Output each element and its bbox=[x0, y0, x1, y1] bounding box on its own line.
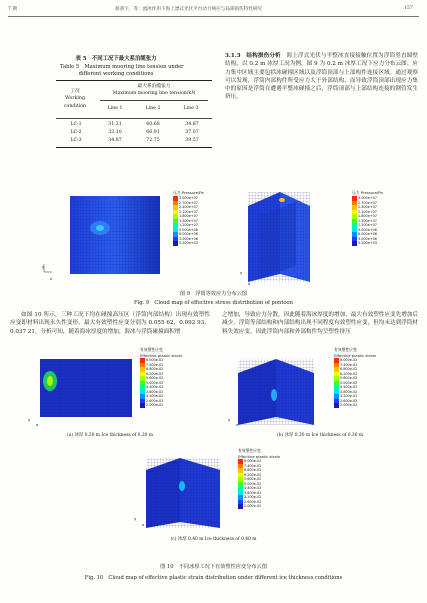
table5-col0-en-2: condition bbox=[63, 104, 87, 109]
legend-value: 5.600e-02 bbox=[244, 477, 262, 481]
svg-text:z: z bbox=[50, 276, 52, 281]
legend-entry bbox=[173, 241, 204, 246]
table5-title-cn: 表 5 不同工况下最大系泊缆张力 bbox=[75, 56, 157, 62]
figure10-caption-cn: 图 10 不同冰厚工况下有效塑性应变分布云图 bbox=[160, 564, 267, 570]
legend-value: 4.400e-02 bbox=[244, 486, 262, 490]
table5-col-line2: Line 2 bbox=[145, 106, 161, 111]
legend-value: 2.000e-02 bbox=[340, 403, 358, 407]
table5-group-rule bbox=[100, 100, 208, 101]
table5-group-cn: 最大系泊缆张力 bbox=[137, 84, 171, 89]
legend-value: 2.100e+07 bbox=[358, 209, 377, 214]
legend-value: 6.200e-02 bbox=[244, 472, 262, 477]
legend-swatch bbox=[334, 403, 339, 408]
legend-value: 9.000e+06 bbox=[179, 227, 198, 232]
legend-value: 1.500e+07 bbox=[358, 218, 377, 223]
legend-value: 3.200e+03 bbox=[358, 241, 377, 245]
legend-value: 2.600e-02 bbox=[244, 499, 262, 504]
legend-value: 7.400e-02 bbox=[244, 463, 262, 468]
figure10-sub-b: (b) 冰厚 0.30 m Ice thickness of 0.30 m bbox=[276, 433, 364, 438]
table5-body bbox=[56, 121, 212, 145]
figure10-plot-c bbox=[130, 456, 240, 528]
legend-value: 3.000e+06 bbox=[358, 236, 377, 241]
legend-value: 9.000e+06 bbox=[358, 227, 377, 232]
svg-text:x: x bbox=[248, 281, 251, 286]
header-page-number: 157 bbox=[404, 6, 413, 11]
table5-col0-en-1: Working bbox=[65, 96, 85, 101]
figure9 bbox=[30, 186, 390, 288]
table5-col-line1: Line 1 bbox=[107, 106, 123, 111]
legend-value: 2.000e-02 bbox=[146, 403, 164, 407]
legend-value: 2.100e+07 bbox=[179, 209, 198, 214]
legend-value: 1.500e+07 bbox=[179, 218, 198, 223]
legend-value: 1.200e+07 bbox=[179, 223, 198, 227]
table-row: LC-3 34.87 72.75 39.57 bbox=[70, 138, 199, 143]
legend-value: 3.200e-02 bbox=[340, 394, 358, 398]
legend-value: 1.800e+07 bbox=[358, 214, 377, 218]
figure10-sub-a: (a) 冰厚 0.20 m Ice thickness of 0.20 m bbox=[67, 433, 153, 438]
table5-title-en-1: Table 5 Maximum mooring line tension under bbox=[60, 64, 184, 70]
figure10-caption-en: Fig. 10 Cloud map of effective plastic strain distribution under different ice thickness conditions bbox=[84, 575, 343, 581]
legend-value: 3.200e+03 bbox=[179, 241, 198, 245]
legend-entry bbox=[352, 241, 383, 246]
legend-value: 2.600e-02 bbox=[146, 398, 164, 403]
legend-value: 6.200e-02 bbox=[340, 371, 358, 376]
body-left-paragraph: 如图 10 所示，三种工况下均在碰撞高压区（浮筒内部结构）出现有效塑性应变即材料出现永久性变形，最大有效塑性应变分别为 0.055 62、0.092 93、0.037 21。分析可知，随着海冰厚度的增加，海冰与浮筒碰撞面积增 bbox=[10, 312, 210, 335]
legend-value: 3.800e-02 bbox=[340, 389, 358, 394]
legend-value: 5.000e-02 bbox=[146, 380, 164, 385]
legend-value: 3.800e-02 bbox=[146, 389, 164, 394]
legend-entry bbox=[140, 403, 182, 408]
legend-entry bbox=[238, 504, 280, 509]
legend-value: 6.800e-02 bbox=[340, 367, 358, 371]
legend-value: 3.000e+07 bbox=[358, 196, 377, 200]
figure9-caption-cn: 图 9 浮筒等效应力分布云图 bbox=[179, 291, 248, 297]
legend-value: 6.200e-02 bbox=[146, 371, 164, 376]
legend-value: 2.000e-02 bbox=[244, 504, 262, 508]
svg-text:y: y bbox=[240, 270, 243, 275]
legend-value: 5.600e-02 bbox=[146, 376, 164, 380]
legend-value: 5.000e-02 bbox=[244, 481, 262, 486]
legend-value: 2.600e-02 bbox=[340, 398, 358, 403]
legend-swatch bbox=[173, 241, 178, 246]
figure10-panel-a bbox=[28, 347, 198, 427]
table5-col-line3: Line 3 bbox=[183, 106, 199, 111]
legend-value: 7.400e-02 bbox=[340, 362, 358, 367]
table5-title-en-2: different working conditions bbox=[78, 71, 154, 77]
table5-bottom-rule bbox=[56, 147, 212, 148]
legend-value: 3.000e+06 bbox=[179, 236, 198, 241]
figure10-legend-a: 有效塑性应变 Effective plastic strain 8.000e-02 7.400e-02 6.800e-02 6.200e-02 5.600e-02 5.000e-02 4.400e-02 3.800e-02 3.200e-02 2.600e-02 2.000e-02 bbox=[140, 347, 183, 407]
legend-swatch bbox=[238, 504, 243, 509]
legend-swatch bbox=[140, 403, 145, 408]
figure10-plot-a bbox=[28, 355, 138, 427]
legend-value: 6.800e-02 bbox=[146, 367, 164, 371]
legend-value: 6.000e+06 bbox=[179, 232, 198, 236]
body-right-paragraph: 之增加，导致应力分散，因此随着海冰厚度的增加，最大有效塑性应变先增加后减少。浮筒等部结构和内部结构出现不同程度有效塑性应变，但均未达到浮筒材料失效应变，因此浮筒内部和外部构件均呈塑性挤压 bbox=[222, 312, 418, 335]
legend-swatch bbox=[352, 241, 357, 246]
section-313-heading: 3.1.3 结构损伤分析 bbox=[225, 53, 281, 59]
figure9-pontoon-right bbox=[240, 186, 360, 286]
table-row: LC-2 33.10 66.91 37.07 bbox=[70, 130, 199, 135]
legend-value: 8.000e-02 bbox=[340, 358, 358, 362]
table5-group-en: Maximum mooring line tension/kN bbox=[112, 91, 196, 96]
legend-value: 1.800e+07 bbox=[179, 214, 198, 218]
svg-text:x: x bbox=[236, 422, 239, 427]
figure10-legend-c: 有效塑性应变 Effective plastic strain 8.000e-02 7.400e-02 6.800e-02 6.200e-02 5.600e-02 5.000e-02 4.400e-02 3.800e-02 3.200e-02 2.600e-02 2.000e-02 bbox=[238, 448, 281, 508]
figure10-plot-b bbox=[228, 355, 338, 427]
legend-value: 4.400e-02 bbox=[340, 385, 358, 389]
svg-text:x: x bbox=[36, 422, 39, 427]
svg-text:y: y bbox=[134, 516, 137, 521]
legend-value: 6.000e+06 bbox=[358, 232, 377, 236]
table5 bbox=[56, 82, 212, 147]
legend-value: 4.400e-02 bbox=[146, 385, 164, 389]
svg-text:y: y bbox=[42, 264, 45, 269]
legend-value: 3.200e-02 bbox=[244, 495, 262, 499]
figure10-legend-b: 有效塑性应变 Effective plastic strain 8.000e-02 7.400e-02 6.800e-02 6.200e-02 5.600e-02 5.000e-02 4.400e-02 3.800e-02 3.200e-02 2.600e-02 2.000e-02 bbox=[334, 347, 377, 407]
legend-value: 7.400e-02 bbox=[146, 362, 164, 367]
legend-value: 2.400e+07 bbox=[179, 205, 198, 209]
header-running-title: 蔡茜宇，等：流冰作用下海上漂式光伏平台动力响应与局部损伤特性研究 bbox=[115, 7, 263, 12]
section-313-body: 海上浮式光伏与平整冰直接接触位置为浮筒竖直圆壁结构，以 0.2 m 冰厚工况为例，图 9 为 0.2 m 冰厚工况下应力分布云图。应力集中区域主要包括冰碰撞区域以及浮筒顶部与上部构件连接区域。通过观察可以发现，浮筒内部构件所受应力大于外部结构，而导致浮筒顶部出现应力集中的原因是浮筒在遭遇平整冰碰撞之后，浮筒顶部与上部结构连接的钢管发生挤压。 bbox=[225, 53, 418, 101]
header-rule bbox=[8, 16, 419, 17]
legend-value: 3.000e+07 bbox=[179, 196, 198, 200]
header-issue: 7 期 bbox=[8, 7, 17, 12]
legend-value: 3.800e-02 bbox=[244, 490, 262, 495]
table-row: LC-1 31.21 60.68 34.87 bbox=[70, 122, 199, 127]
figure9-caption-en: Fig. 9 Cloud map of effective stress distribution of pontoon bbox=[133, 300, 294, 306]
legend-value: 3.200e-02 bbox=[146, 394, 164, 398]
legend-value: 5.000e-02 bbox=[340, 380, 358, 385]
legend-value: 2.700e+07 bbox=[179, 200, 198, 205]
legend-value: 6.800e-02 bbox=[244, 468, 262, 472]
legend-value: 2.400e+07 bbox=[358, 205, 377, 209]
table5-mid-rule bbox=[56, 118, 212, 119]
svg-text:y: y bbox=[228, 417, 231, 422]
figure9-legend-right: 压力 Pressure/Pa 3.000e+07 2.700e+07 2.400e+07 2.100e+07 1.800e+07 1.500e+07 1.200e+07 9.000e+06 6.000e+06 3.000e+06 3.200e+03 bbox=[352, 190, 383, 245]
legend-value: 5.600e-02 bbox=[340, 376, 358, 380]
figure10-panel-b bbox=[228, 347, 408, 427]
section-313-text bbox=[225, 52, 418, 102]
figure10-panel-c bbox=[130, 448, 310, 528]
table5-col0-cn: 工况 bbox=[70, 89, 80, 94]
legend-value: 8.000e-02 bbox=[244, 459, 262, 463]
svg-text:y: y bbox=[28, 417, 31, 422]
legend-value: 2.700e+07 bbox=[358, 200, 377, 205]
svg-text:x: x bbox=[142, 522, 145, 527]
figure9-legend-left: 压力 Pressure/Pa 3.000e+07 2.700e+07 2.400e+07 2.100e+07 1.800e+07 1.500e+07 1.200e+07 9.000e+06 6.000e+06 3.000e+06 3.200e+03 bbox=[173, 190, 204, 245]
legend-entry bbox=[334, 403, 376, 408]
figure10-sub-c: (c) 冰厚 0.40 m Ice thickness of 0.40 m bbox=[170, 537, 257, 542]
legend-value: 1.200e+07 bbox=[358, 223, 377, 227]
legend-value: 8.000e-02 bbox=[146, 358, 164, 362]
table5-top-rule bbox=[56, 80, 212, 81]
